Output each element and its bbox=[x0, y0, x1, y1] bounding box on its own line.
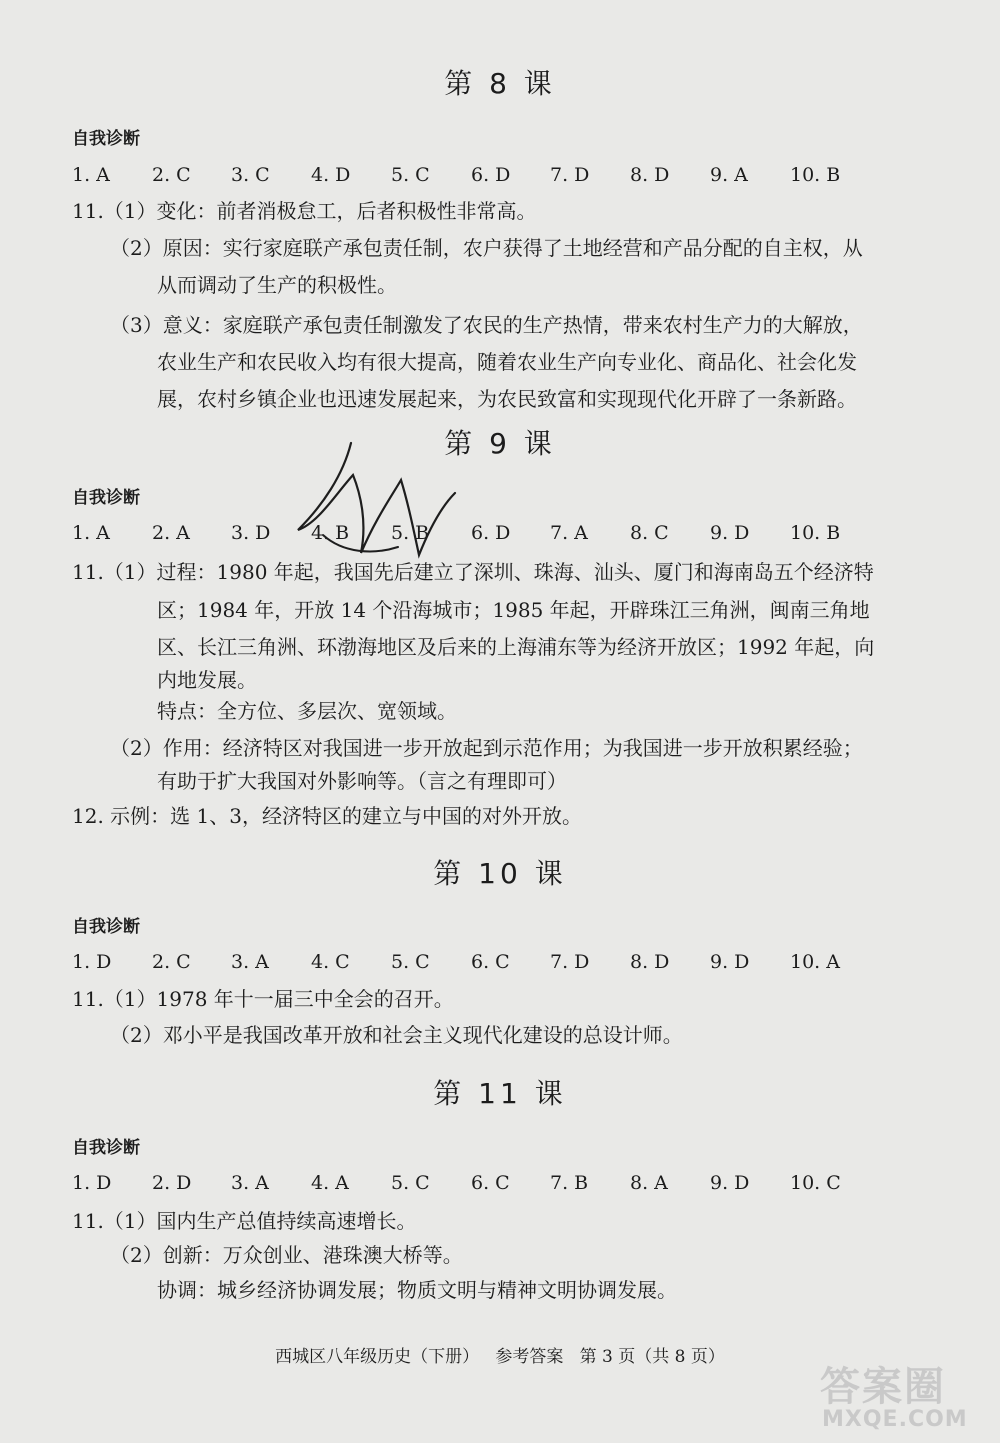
answer-item: 10. C bbox=[790, 1172, 841, 1194]
lesson-11-self-diagnosis-heading: 自我诊断 bbox=[72, 1138, 140, 1158]
answer-item: 4. B bbox=[311, 522, 350, 544]
answer-item: 6. C bbox=[471, 1172, 510, 1194]
answer-item: 7. B bbox=[550, 1172, 589, 1194]
lesson-10-choice-answers bbox=[72, 951, 952, 981]
answer-item: 8. D bbox=[630, 951, 670, 973]
answer-item: 4. C bbox=[311, 951, 350, 973]
answer-item: 2. A bbox=[152, 522, 190, 544]
answer-line: 区、长江三角洲、环渤海地区及后来的上海浦东等为经济开放区；1992 年起，向 bbox=[157, 635, 875, 659]
answer-item: 1. D bbox=[72, 1172, 112, 1194]
answer-item: 9. D bbox=[710, 951, 750, 973]
answer-item: 7. A bbox=[550, 522, 588, 544]
answer-line: 11.（1）1978 年十一届三中全会的召开。 bbox=[72, 987, 454, 1011]
answer-line: 内地发展。 bbox=[157, 668, 257, 692]
answer-item: 6. C bbox=[471, 951, 510, 973]
answer-item: 10. B bbox=[790, 522, 841, 544]
answer-item: 10. A bbox=[790, 951, 840, 973]
answer-line: 从而调动了生产的积极性。 bbox=[157, 273, 397, 297]
answer-item: 5. C bbox=[391, 1172, 430, 1194]
answer-item: 1. D bbox=[72, 951, 112, 973]
answer-line: 区；1984 年，开放 14 个沿海城市；1985 年起，开辟珠江三角洲，闽南三角地 bbox=[157, 598, 870, 622]
answer-item: 9. D bbox=[710, 522, 750, 544]
answer-item: 8. D bbox=[630, 164, 670, 186]
lesson-9-choice-answers bbox=[72, 522, 952, 552]
answer-line: （2）原因：实行家庭联产承包责任制，农户获得了土地经营和产品分配的自主权，从 bbox=[110, 236, 863, 260]
answer-item: 1. A bbox=[72, 522, 110, 544]
answer-item: 3. A bbox=[231, 951, 269, 973]
answer-item: 3. A bbox=[231, 1172, 269, 1194]
answer-item: 7. D bbox=[550, 951, 590, 973]
watermark-logo bbox=[800, 1355, 1000, 1443]
watermark-text: 答案圈 bbox=[820, 1364, 946, 1410]
answer-item: 8. A bbox=[630, 1172, 668, 1194]
lesson-8-self-diagnosis-heading: 自我诊断 bbox=[72, 129, 140, 149]
lesson-11-choice-answers bbox=[72, 1172, 952, 1202]
answer-item: 5. B bbox=[391, 522, 430, 544]
watermark-url: MXQE.COM bbox=[822, 1407, 968, 1432]
lesson-8-title: 第 8 课 bbox=[444, 67, 556, 100]
answer-line: （2）作用：经济特区对我国进一步开放起到示范作用；为我国进一步开放积累经验； bbox=[110, 736, 863, 760]
lesson-11-title: 第 11 课 bbox=[433, 1077, 567, 1110]
answer-line: 11.（1）变化：前者消极怠工，后者积极性非常高。 bbox=[72, 199, 537, 223]
answer-line: （3）意义：家庭联产承包责任制激发了农民的生产热情，带来农村生产力的大解放， bbox=[110, 313, 863, 337]
lesson-8-choice-answers bbox=[72, 164, 952, 194]
answer-item: 6. D bbox=[471, 164, 511, 186]
answer-line: 11.（1）国内生产总值持续高速增长。 bbox=[72, 1209, 417, 1233]
lesson-9-self-diagnosis-heading: 自我诊断 bbox=[72, 488, 140, 508]
lesson-10-title: 第 10 课 bbox=[433, 857, 567, 890]
answer-line: 协调：城乡经济协调发展；物质文明与精神文明协调发展。 bbox=[157, 1278, 677, 1302]
answer-item: 9. D bbox=[710, 1172, 750, 1194]
answer-item: 10. B bbox=[790, 164, 841, 186]
answer-item: 9. A bbox=[710, 164, 748, 186]
page-footer: 西城区八年级历史（下册） 参考答案 第 3 页（共 8 页） bbox=[275, 1347, 725, 1367]
answer-item: 7. D bbox=[550, 164, 590, 186]
answer-line: 11.（1）过程：1980 年起，我国先后建立了深圳、珠海、汕头、厦门和海南岛五个经济特 bbox=[72, 560, 874, 584]
answer-item: 3. C bbox=[231, 164, 270, 186]
answer-item: 1. A bbox=[72, 164, 110, 186]
answer-item: 5. C bbox=[391, 951, 430, 973]
answer-line: 展，农村乡镇企业也迅速发展起来，为农民致富和实现现代化开辟了一条新路。 bbox=[157, 387, 857, 411]
answer-item: 2. C bbox=[152, 951, 191, 973]
answer-line: 特点：全方位、多层次、宽领域。 bbox=[157, 699, 457, 723]
answer-line: 有助于扩大我国对外影响等。（言之有理即可） bbox=[157, 769, 567, 793]
answer-line: （2）创新：万众创业、港珠澳大桥等。 bbox=[110, 1243, 463, 1267]
answer-item: 3. D bbox=[231, 522, 271, 544]
answer-item: 6. D bbox=[471, 522, 511, 544]
answer-item: 2. C bbox=[152, 164, 191, 186]
answer-item: 4. D bbox=[311, 164, 351, 186]
answer-line: 12. 示例：选 1、3，经济特区的建立与中国的对外开放。 bbox=[72, 804, 582, 828]
answer-item: 5. C bbox=[391, 164, 430, 186]
handwritten-scribble bbox=[283, 435, 503, 595]
answer-line: 农业生产和农民收入均有很大提高，随着农业生产向专业化、商品化、社会化发 bbox=[157, 350, 857, 374]
answer-item: 4. A bbox=[311, 1172, 349, 1194]
answer-item: 2. D bbox=[152, 1172, 192, 1194]
answer-item: 8. C bbox=[630, 522, 669, 544]
answer-line: （2）邓小平是我国改革开放和社会主义现代化建设的总设计师。 bbox=[110, 1023, 683, 1047]
lesson-9-title: 第 9 课 bbox=[444, 427, 556, 460]
lesson-10-self-diagnosis-heading: 自我诊断 bbox=[72, 917, 140, 937]
